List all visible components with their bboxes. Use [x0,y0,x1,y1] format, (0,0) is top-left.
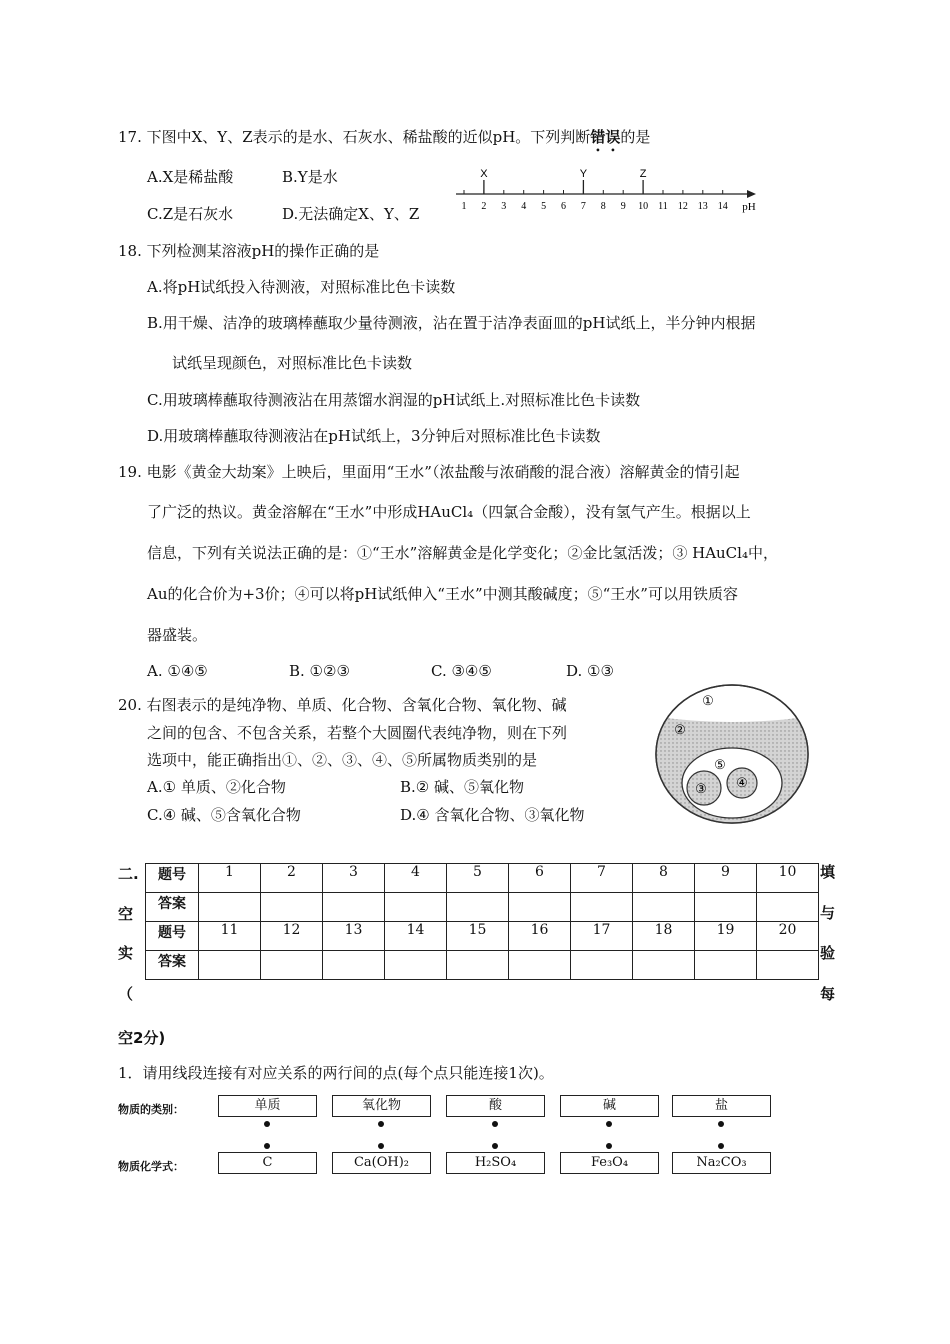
category-dot[interactable] [378,1121,384,1127]
q17-option-d: D.无法确定X、Y、Z [282,205,420,223]
ph-axis-arrow [747,190,756,198]
diagram-label-3: ③ [695,782,707,797]
question-number: 8 [633,864,695,893]
q19-option-a: A. ①④⑤ [147,662,208,680]
answer-cell[interactable] [509,893,571,922]
row-header-question: 题号 [146,864,199,893]
set-diagram [652,682,812,827]
question-number: 20 [757,922,819,951]
ph-tick-label: 6 [561,201,566,212]
formula-box-sodium-carbonate: Na₂CO₃ [672,1152,771,1174]
table-row [146,864,819,893]
answer-cell[interactable] [323,893,385,922]
formula-dot[interactable] [606,1143,612,1149]
q17-stem-text: 17. 下图中X、Y、Z表示的是水、石灰水、稀盐酸的近似pH。下列判断 [118,128,591,146]
category-dot[interactable] [264,1121,270,1127]
ph-marker-label: Z [639,168,647,180]
answer-cell[interactable] [261,893,323,922]
question-number: 15 [447,922,509,951]
answer-cell[interactable] [695,893,757,922]
answer-cell[interactable] [199,893,261,922]
q18-option-d: D.用玻璃棒蘸取待测液沾在pH试纸上，3分钟后对照标准比色卡读数 [147,427,601,445]
answer-cell[interactable] [695,951,757,980]
question-number: 5 [447,864,509,893]
question-number: 17 [571,922,633,951]
q19-line4: Au的化合价为+3价；④可以将pH试纸伸入“王水”中测其酸碱度；⑤“王水”可以用铁质容 [147,585,738,603]
diagram-label-5: ⑤ [714,758,726,773]
q20-line1: 20. 右图表示的是纯净物、单质、化合物、含氧化合物、氧化物、碱 [118,696,567,714]
category-row-label: 物质的类别： [118,1103,184,1116]
answer-cell[interactable] [571,893,633,922]
question-number: 2 [261,864,323,893]
question-number: 10 [757,864,819,893]
row-header-answer: 答案 [146,893,199,922]
question-number: 11 [199,922,261,951]
row-header-question: 题号 [146,922,199,951]
ph-tick-label: 8 [600,201,606,212]
question-number: 6 [509,864,571,893]
formula-dot[interactable] [264,1143,270,1149]
q17-option-c: C.Z是石灰水 [147,205,234,223]
question-number: 14 [385,922,447,951]
row-header-answer: 答案 [146,951,199,980]
question-number: 18 [633,922,695,951]
category-dot[interactable] [492,1121,498,1127]
diagram-label-1: ① [702,694,714,709]
section2-right-1: 填 [820,863,836,881]
question-number: 13 [323,922,385,951]
q20-option-d: D.④ 含氧化合物、③氧化物 [400,806,585,824]
ph-tick-label: 10 [638,201,649,212]
q17-stem [118,126,650,155]
answer-cell[interactable] [571,951,633,980]
diagram-label-4: ④ [736,776,748,791]
q17-stem-end: 的是 [620,128,651,146]
formula-box-iron-oxide: Fe₃O₄ [560,1152,659,1174]
q20-line3: 选项中，能正确指出①、②、③、④、⑤所属物质类别的是 [147,751,538,769]
ph-tick-label: 1 [461,201,467,212]
category-dot[interactable] [606,1121,612,1127]
ph-tick-label: 4 [521,201,527,212]
ph-tick-label: 5 [541,201,547,212]
answer-cell[interactable] [261,951,323,980]
ph-tick-label: 14 [717,201,728,212]
section2-left-4: （ [118,985,134,1003]
answer-cell[interactable] [385,951,447,980]
answer-cell[interactable] [385,893,447,922]
ph-scale [450,168,770,218]
formula-row-label: 物质化学式： [118,1160,184,1173]
q19-option-c: C. ③④⑤ [431,662,492,680]
answer-cell[interactable] [757,893,819,922]
section2-right-4: 每 [820,985,836,1003]
ph-tick-label: 11 [658,201,668,212]
section2-left-3: 实 [118,944,134,962]
ph-tick-label: 9 [620,201,626,212]
category-box-salt: 盐 [672,1095,771,1117]
q20-line2: 之间的包含、不包含关系，若整个大圆圈代表纯净物，则在下列 [147,724,568,742]
q20-option-c: C.④ 碱、⑤含氧化合物 [147,806,301,824]
ph-tick-label: 13 [697,201,708,212]
section2-right-2: 与 [820,904,836,922]
q19-option-d: D. ①③ [566,662,614,680]
answer-cell[interactable] [323,951,385,980]
question-number: 4 [385,864,447,893]
ph-tick-label: 12 [677,201,688,212]
q19-line1: 19. 电影《黄金大劫案》上映后，里面用“王水”（浓盐酸与浓硝酸的混合液）溶解黄金的情引起 [118,463,740,481]
answer-cell[interactable] [757,951,819,980]
q18-option-b-line2: 试纸呈现颜色，对照标准比色卡读数 [172,354,413,372]
section2-right-3: 验 [820,944,836,962]
ph-marker-label: X [480,168,488,180]
answer-cell[interactable] [447,893,509,922]
q18-option-b-line1: B.用干燥、洁净的玻璃棒蘸取少量待测液，沾在置于洁净表面皿的pH试纸上，半分钟内根据 [147,314,756,332]
question-number: 9 [695,864,757,893]
ph-marker-label: Y [579,168,588,180]
answer-table [145,863,819,980]
ph-tick-label: 7 [580,201,586,212]
q19-line3: 信息，下列有关说法正确的是：①“王水”溶解黄金是化学变化；②金比氢活泼；③ HAuCl₄中， [147,544,778,562]
question-number: 7 [571,864,633,893]
fill1-stem: 1．请用线段连接有对应关系的两行间的点(每个点只能连接1次)。 [118,1064,554,1082]
question-number: 16 [509,922,571,951]
q19-option-b: B. ①②③ [289,662,350,680]
table-row [146,951,819,980]
question-number: 3 [323,864,385,893]
q18-option-a: A.将pH试纸投入待测液，对照标准比色卡读数 [147,278,456,296]
ph-tick-label: 2 [481,201,487,212]
q18-option-c: C.用玻璃棒蘸取待测液沾在用蒸馏水润湿的pH试纸上.对照标准比色卡读数 [147,391,641,409]
category-box-base: 碱 [560,1095,659,1117]
question-number: 12 [261,922,323,951]
answer-cell[interactable] [633,951,695,980]
section2-heading-end: 空2分) [118,1029,166,1047]
formula-dot[interactable] [718,1143,724,1149]
q18-stem: 18. 下列检测某溶液pH的操作正确的是 [118,242,380,260]
question-number: 1 [199,864,261,893]
q17-emphasis: 错误 [590,128,621,146]
q20-option-a: A.① 单质、②化合物 [147,778,286,796]
answer-cell[interactable] [633,893,695,922]
ph-unit-label: pH [742,201,756,213]
category-box-elemental: 单质 [218,1095,317,1117]
formula-dot[interactable] [492,1143,498,1149]
q20-option-b: B.② 碱、⑤氧化物 [400,778,525,796]
table-row [146,893,819,922]
formula-box-carbon: C [218,1152,317,1174]
section2-left-1: 二. [118,865,139,883]
ph-tick-label: 3 [501,201,507,212]
table-row [146,922,819,951]
answer-cell[interactable] [509,951,571,980]
section2-left-2: 空 [118,905,134,923]
formula-box-sulfuric-acid: H₂SO₄ [446,1152,545,1174]
q17-option-a: A.X是稀盐酸 [147,168,234,186]
q19-line5: 器盛装。 [147,626,208,644]
q19-line2: 了广泛的热议。黄金溶解在“王水”中形成HAuCl₄（四氯合金酸），没有氢气产生。根据以上 [147,503,751,521]
answer-cell[interactable] [199,951,261,980]
category-box-acid: 酸 [446,1095,545,1117]
category-dot[interactable] [718,1121,724,1127]
formula-dot[interactable] [378,1143,384,1149]
answer-cell[interactable] [447,951,509,980]
diagram-label-2: ② [674,723,686,738]
category-box-oxide: 氧化物 [332,1095,431,1117]
q17-option-b: B.Y是水 [282,168,338,186]
formula-box-calcium-hydroxide: Ca(OH)₂ [332,1152,431,1174]
question-number: 19 [695,922,757,951]
